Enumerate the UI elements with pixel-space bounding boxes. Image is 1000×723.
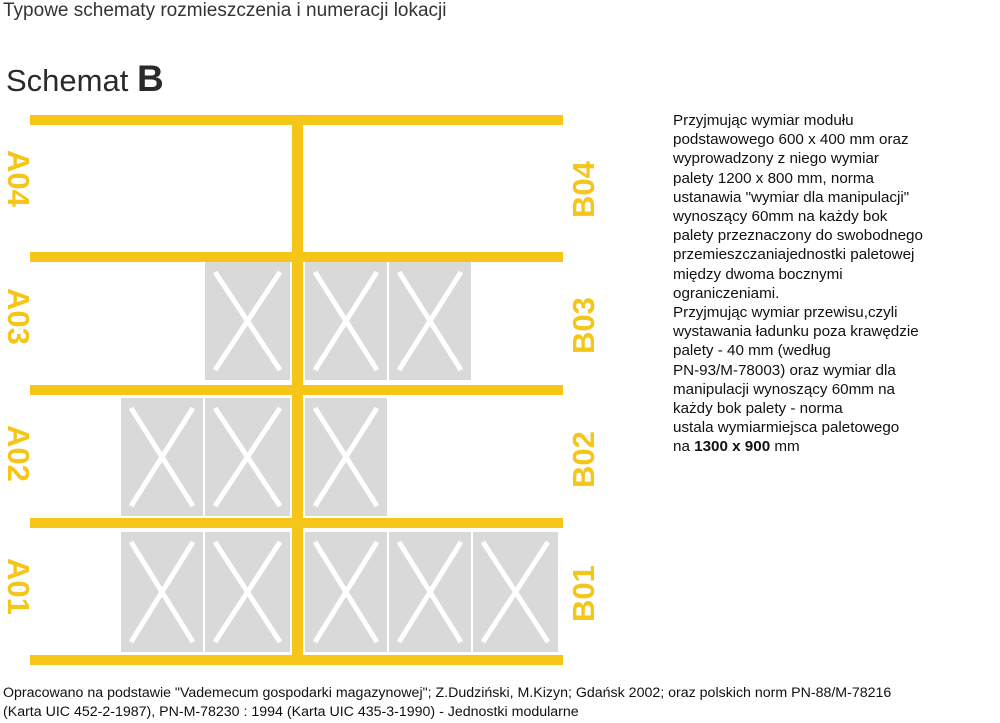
description-line: podstawowego 600 x 400 mm oraz [673, 131, 909, 149]
description-line: Przyjmując wymiar przewisu,czyli [673, 304, 898, 322]
pallet [205, 532, 290, 652]
pallet [305, 532, 387, 652]
description-lines [673, 111, 993, 437]
schema-letter: B [136, 58, 164, 99]
description-line: każdy bok palety - norma [673, 400, 843, 418]
location-label-a03: A03 [1, 288, 36, 345]
description-last-line [673, 437, 993, 456]
pallet [473, 532, 558, 652]
description-line: wystawania ładunku poza krawędzie [673, 323, 919, 341]
page-title: Typowe schematy rozmieszczenia i numeracji lokacji [3, 0, 447, 21]
footer-line-1: Opracowano na podstawie "Vademecum gospodarki magazynowej"; Z.Dudziński, M.Kizyn; Gdańsk 2002; oraz polskich norm PN-88/M-78216 [3, 685, 892, 701]
location-label-a04: A04 [1, 150, 36, 207]
location-label-a01: A01 [1, 558, 36, 615]
schema-label: Schemat [6, 63, 129, 98]
location-label-b01: B01 [566, 565, 601, 622]
description-line: przemieszczaniajednostki paletowej [673, 246, 915, 264]
footer-line-2: (Karta UIC 452-2-1987), PN-M-78230 : 1994 (Karta UIC 435-3-1990) - Jednostki modularne [3, 704, 579, 720]
description-line: ustala wymiarmiejsca paletowego [673, 419, 900, 437]
description-line: PN-93/M-78003) oraz wymiar dla [673, 361, 896, 379]
pallet [305, 262, 387, 380]
description-line: palety przeznaczony do swobodnego [673, 227, 923, 245]
pallet [121, 398, 203, 516]
pallet [205, 262, 290, 380]
description-line: manipulacji wynoszący 60mm na [673, 380, 895, 398]
pallet [305, 398, 387, 516]
description-line: między dwoma bocznymi [673, 265, 843, 283]
location-label-b03: B03 [566, 297, 601, 354]
pallet [121, 532, 203, 652]
source-footer [3, 684, 1000, 722]
description-line: ustanawia "wymiar dla manipulacji" [673, 188, 910, 206]
description-line: ograniczeniami. [673, 284, 780, 302]
pallets-group [121, 262, 558, 652]
description-line: wyprowadzony z niego wymiar [673, 150, 879, 168]
location-label-b04: B04 [566, 161, 601, 218]
description-line: wynoszący 60mm na każdy bok [673, 208, 888, 226]
description-line: palety 1200 x 800 mm, norma [673, 169, 874, 187]
description-line: Przyjmując wymiar modułu [673, 112, 854, 129]
description-last-prefix: na [673, 438, 695, 456]
location-label-b02: B02 [566, 431, 601, 488]
location-label-a02: A02 [1, 425, 36, 482]
description-text [673, 111, 993, 457]
description-last-bold: 1300 x 900 [694, 438, 771, 456]
description-line: palety - 40 mm (według [673, 342, 831, 360]
pallet [389, 532, 471, 652]
pallet [205, 398, 290, 516]
rack-upright [292, 118, 303, 662]
description-last-suffix: mm [770, 438, 800, 456]
pallet [389, 262, 471, 380]
